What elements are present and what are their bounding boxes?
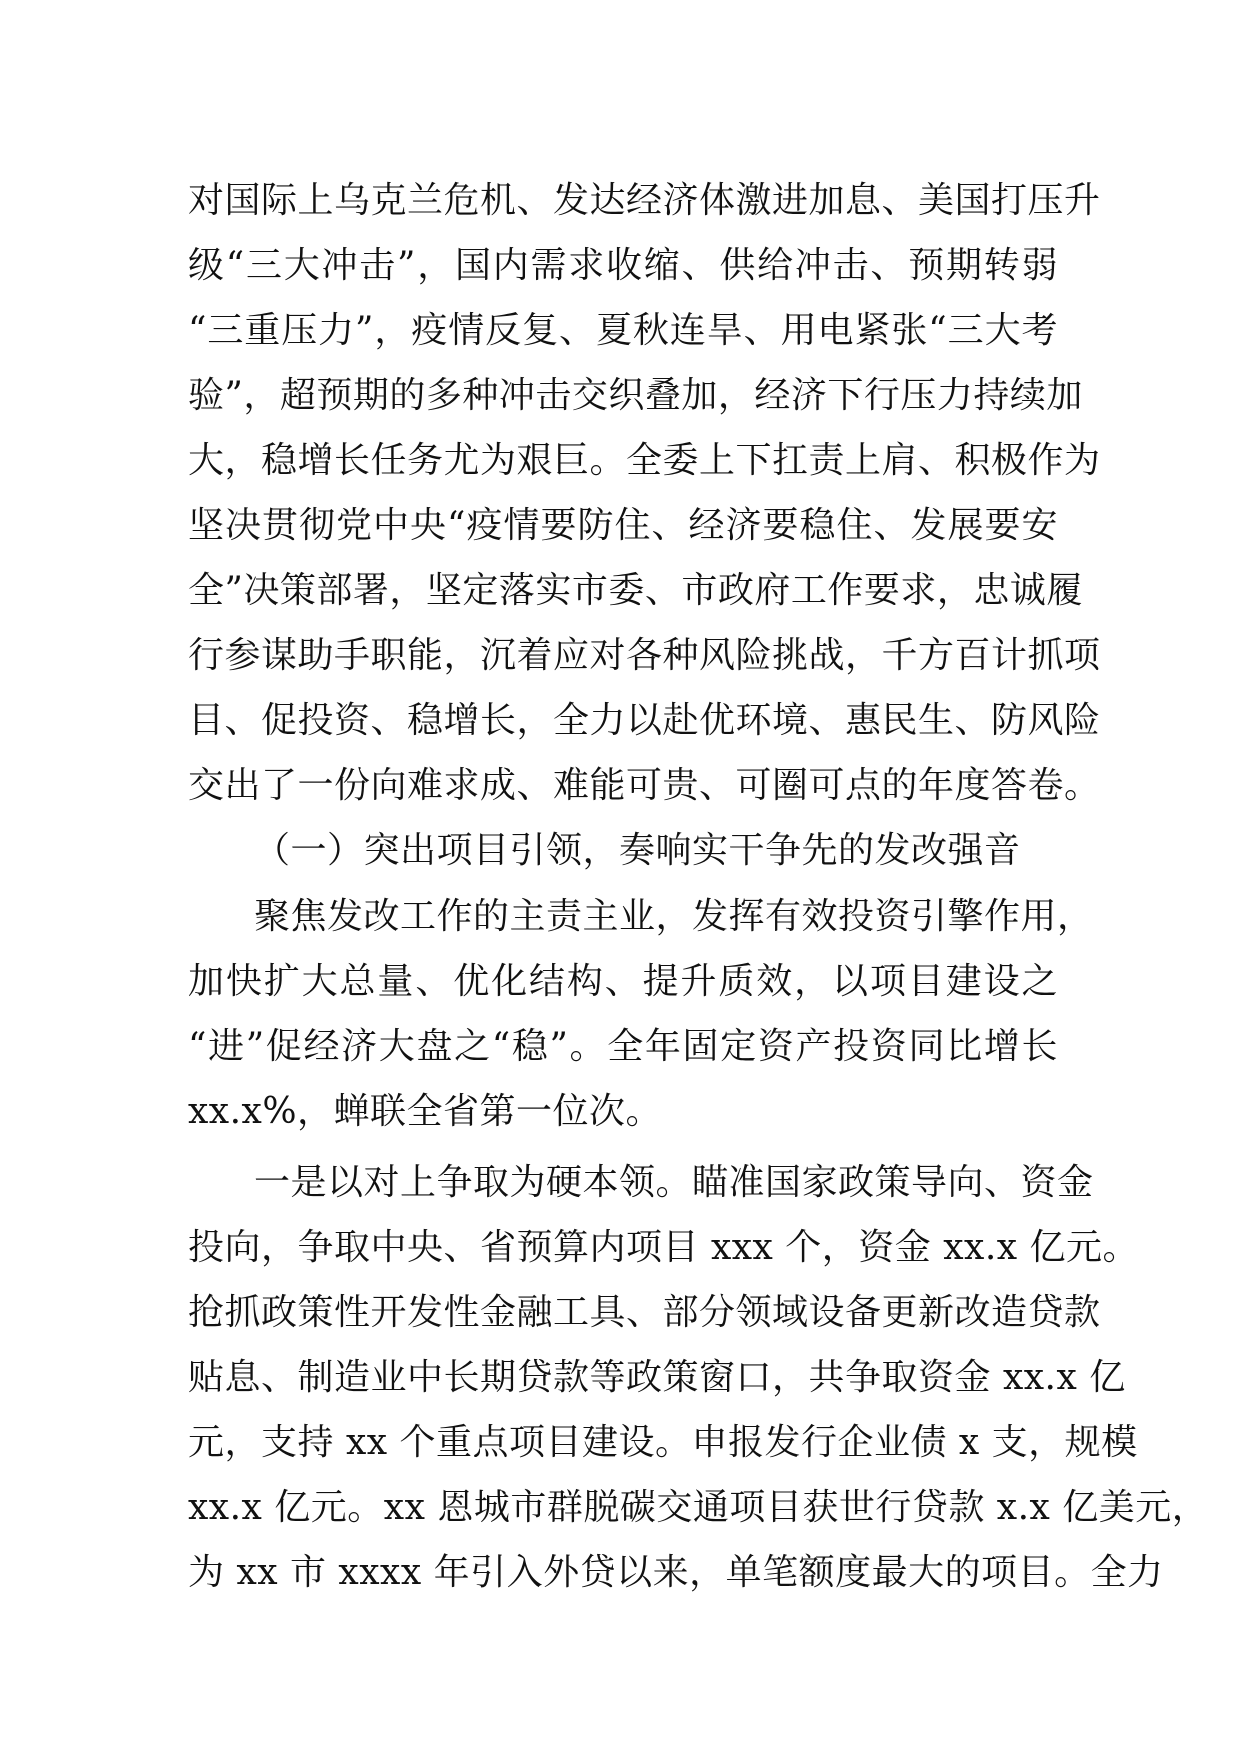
text-line: 交出了一份向难求成、难能可贵、可圈可点的年度答卷。 [188,765,1101,806]
text-line: 一是以对上争取为硬本领。瞄准国家政策导向、资金 [254,1162,1094,1203]
text-line: xx.x 亿元。xx 恩城市群脱碳交通项目获世行贷款 x.x 亿美元， [188,1487,1209,1528]
section-heading: （一）突出项目引领，奏响实干争先的发改强音 [254,830,1021,871]
text-line: “三重压力”，疫情反复、夏秋连旱、用电紧张“三大考 [188,310,1058,351]
text-line: xx.x%，蝉联全省第一位次。 [188,1091,663,1132]
text-line: 验”，超预期的多种冲击交织叠加，经济下行压力持续加 [188,375,1083,416]
text-line: 元，支持 xx 个重点项目建设。申报发行企业债 x 支，规模 [188,1422,1138,1463]
text-line: 贴息、制造业中长期贷款等政策窗口，共争取资金 xx.x 亿 [188,1357,1126,1398]
text-line: 投向，争取中央、省预算内项目 xxx 个，资金 xx.x 亿元。 [188,1227,1140,1268]
document-body [188,168,1209,1605]
paragraph-intro [188,168,1101,818]
text-line: “进”促经济大盘之“稳”。全年固定资产投资同比增长 [188,1026,1058,1067]
text-line: 目、促投资、稳增长，全力以赴优环境、惠民生、防风险 [188,700,1101,741]
text-line: 为 xx 市 xxxx 年引入外贷以来，单笔额度最大的项目。全力 [188,1552,1164,1593]
text-line: 加快扩大总量、优化结构、提升质效，以项目建设之 [188,961,1058,1002]
text-line: 行参谋助手职能，沉着应对各种风险挑战，千方百计抓项 [188,635,1101,676]
text-line: 级“三大冲击”，国内需求收缩、供给冲击、预期转弱 [188,245,1058,286]
text-line: 大，稳增长任务尤为艰巨。全委上下扛责上肩、积极作为 [188,440,1101,481]
text-line: 对国际上乌克兰危机、发达经济体激进加息、美国打压升 [188,180,1101,221]
paragraph-funding [188,1150,1209,1605]
text-line: 抢抓政策性开发性金融工具、部分领域设备更新改造贷款 [188,1292,1101,1333]
text-line: 坚决贯彻党中央“疫情要防住、经济要稳住、发展要安 [188,505,1058,546]
paragraph-investment [188,884,1094,1144]
text-line: 全”决策部署，坚定落实市委、市政府工作要求，忠诚履 [188,570,1083,611]
text-line: 聚焦发改工作的主责主业，发挥有效投资引擎作用， [254,896,1094,937]
